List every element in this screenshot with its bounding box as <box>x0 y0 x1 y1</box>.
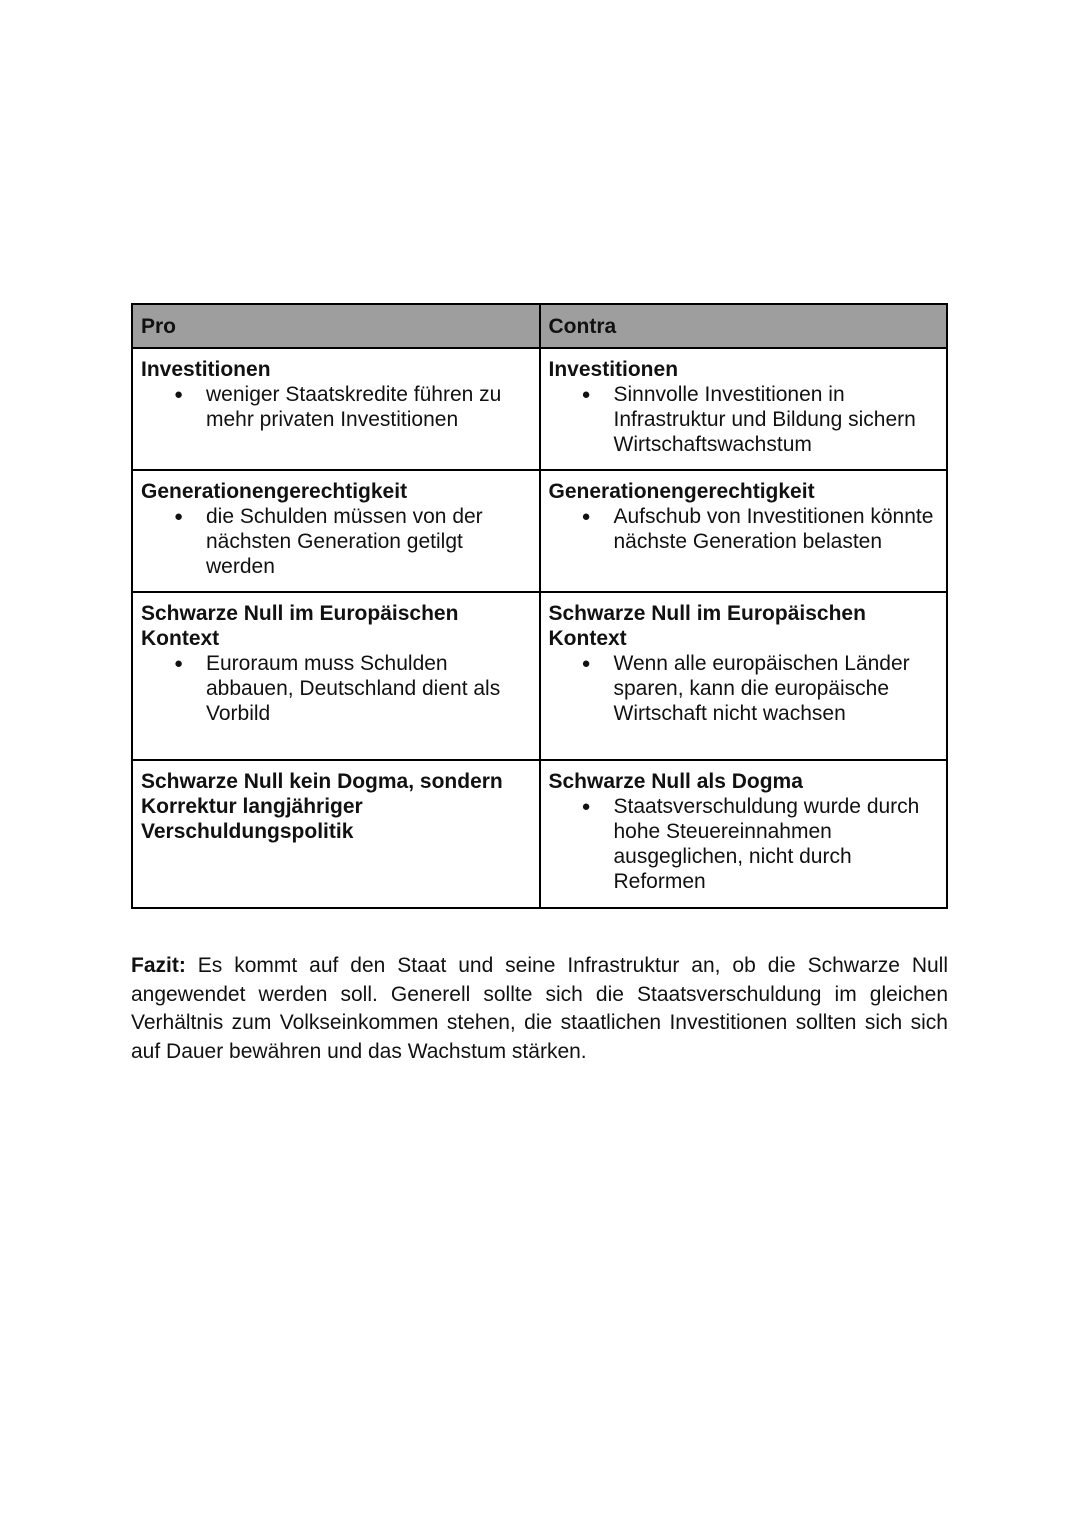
table-row <box>132 348 947 470</box>
cell-title: Schwarze Null im Europäischen Kontext <box>141 602 459 650</box>
contra-cell <box>540 470 948 592</box>
cell-title: Schwarze Null als Dogma <box>548 770 803 793</box>
bullet-list <box>141 382 531 432</box>
header-pro: Pro <box>132 304 540 348</box>
bullet-list <box>141 504 531 579</box>
table-row <box>132 760 947 908</box>
contra-cell <box>540 760 948 908</box>
bullet-item: ● Staatsverschuldung wurde durch hohe Steuereinnahmen ausgeglichen, nicht durch Reformen <box>614 794 939 894</box>
bullet-list <box>549 651 939 726</box>
table-row <box>132 470 947 592</box>
pro-contra-table <box>131 303 948 909</box>
bullet-item: ● die Schulden müssen von der nächsten Generation getilgt werden <box>206 504 531 579</box>
bullet-item: ● Wenn alle europäischen Länder sparen, kann die europäische Wirtschaft nicht wachsen <box>614 651 939 726</box>
cell-title: Investitionen <box>548 358 679 381</box>
header-contra: Contra <box>540 304 948 348</box>
bullet-list <box>549 794 939 894</box>
bullet-item: ● weniger Staatskredite führen zu mehr privaten Investitionen <box>206 382 531 432</box>
conclusion-label: Fazit: <box>131 954 186 977</box>
conclusion-text: Es kommt auf den Staat und seine Infrastruktur an, ob die Schwarze Null angewendet werden soll. Generell sollte sich die Staatsverschuldung im gleichen Verhältnis zum Volkseinkommen stehen, die staatlichen Investitionen sollten sich sich auf Dauer bewähren und das Wachstum stärken. <box>131 954 948 1063</box>
bullet-item: ● Euroraum muss Schulden abbauen, Deutschland dient als Vorbild <box>206 651 531 726</box>
bullet-list <box>549 382 939 457</box>
table-header-row <box>132 304 947 348</box>
conclusion-paragraph <box>131 952 948 1066</box>
contra-cell <box>540 592 948 760</box>
cell-title: Investitionen <box>141 358 271 381</box>
pro-cell <box>132 470 540 592</box>
pro-cell <box>132 760 540 908</box>
bullet-item: ● Sinnvolle Investitionen in Infrastruktur und Bildung sichern Wirtschaftswachstum <box>614 382 939 457</box>
cell-title: Schwarze Null im Europäischen Kontext <box>548 602 866 650</box>
pro-cell <box>132 592 540 760</box>
cell-title: Schwarze Null kein Dogma, sondern Korrektur langjähriger Verschuldungspolitik <box>141 770 503 843</box>
bullet-list <box>549 504 939 554</box>
bullet-list <box>141 651 531 726</box>
bullet-item: ● Aufschub von Investitionen könnte nächste Generation belasten <box>614 504 939 554</box>
table-row <box>132 592 947 760</box>
cell-title: Generationengerechtigkeit <box>548 480 815 503</box>
cell-title: Generationengerechtigkeit <box>141 480 408 503</box>
contra-cell <box>540 348 948 470</box>
pro-cell <box>132 348 540 470</box>
